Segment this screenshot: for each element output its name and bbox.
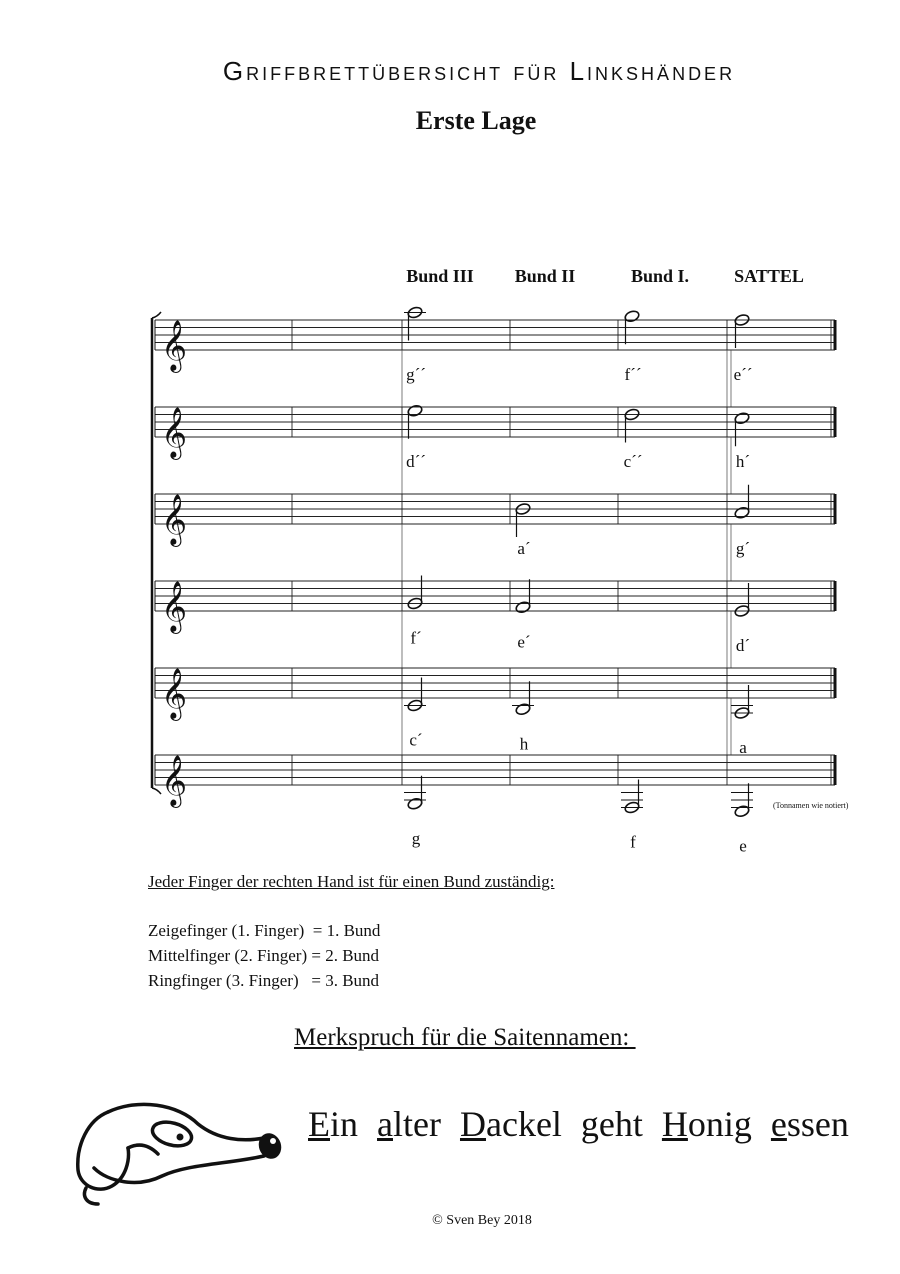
note-name-label: f´´	[624, 365, 642, 384]
half-note-head	[624, 310, 640, 323]
mnemonic-word: Honig	[661, 1104, 752, 1144]
mnemonic-word: Ein	[308, 1104, 359, 1144]
mnemonic-sentence	[308, 1103, 859, 1145]
dachshund-illustration	[68, 1090, 298, 1210]
half-note-head	[734, 506, 750, 519]
mnemonic-word: geht	[580, 1104, 643, 1144]
note-name-label: c´´	[623, 452, 643, 471]
treble-clef-icon: 𝄞	[161, 320, 188, 371]
fret-label-bund-3: Bund III	[406, 266, 474, 286]
half-note-head	[515, 703, 531, 716]
finger-line-2: Mittelfinger (2. Finger) = 2. Bund	[148, 946, 380, 965]
note-name-label: e	[739, 836, 747, 856]
half-note-head	[407, 797, 423, 810]
note-name-label: g´	[735, 539, 751, 558]
half-note-head	[734, 805, 750, 818]
bracket-hook-bottom	[152, 788, 161, 794]
mnemonic-word: essen	[770, 1104, 849, 1144]
treble-clef-icon: 𝄞	[161, 668, 188, 719]
page-subtitle: Erste Lage	[415, 106, 537, 135]
treble-clef-icon: 𝄞	[161, 755, 188, 806]
half-note-head	[407, 404, 423, 417]
treble-clef-icon: 𝄞	[161, 494, 188, 545]
fret-label-bund-1: Bund I.	[630, 266, 690, 286]
half-note-head	[734, 412, 750, 425]
page-title: Griffbrettübersicht für Linkshänder	[222, 56, 736, 86]
note-name-label: h´	[735, 452, 751, 471]
finger-line-1: Zeigefinger (1. Finger) = 1. Bund	[148, 921, 381, 940]
note-name-label: f´	[410, 628, 422, 648]
note-name-label: d´	[735, 636, 751, 655]
treble-clef-icon: 𝄞	[161, 407, 188, 458]
note-name-label: a´	[517, 539, 531, 558]
fret-label-sattel: SATTEL	[734, 266, 804, 286]
instructions-heading: Jeder Finger der rechten Hand ist für einen Bund zuständig:	[148, 872, 555, 891]
copyright: © Sven Bey 2018	[432, 1213, 532, 1228]
bracket-hook-top	[152, 312, 161, 318]
fret-label-bund-2: Bund II	[514, 266, 576, 286]
note-name-label: h	[519, 734, 529, 754]
note-name-label: f	[630, 832, 636, 852]
note-name-label: g´´	[406, 365, 426, 384]
note-name-label: e´´	[733, 365, 753, 384]
treble-clef-icon: 𝄞	[161, 581, 188, 632]
note-name-label: e´	[517, 632, 531, 652]
note-name-label: d´´	[406, 452, 426, 471]
mnemonic-heading: Merkspruch für die Saitennamen:	[294, 1024, 636, 1051]
finger-list	[148, 918, 380, 993]
mnemonic-word: Dackel	[459, 1104, 562, 1144]
mnemonic-word: alter	[377, 1104, 441, 1144]
note-name-label: a	[739, 738, 747, 757]
note-name-label: c´	[409, 730, 423, 750]
half-note-head	[515, 601, 531, 614]
note-name-label: g	[411, 828, 421, 848]
finger-line-3: Ringfinger (3. Finger) = 3. Bund	[148, 971, 380, 990]
pitch-note: (Tonnamen wie notiert)	[773, 801, 849, 810]
